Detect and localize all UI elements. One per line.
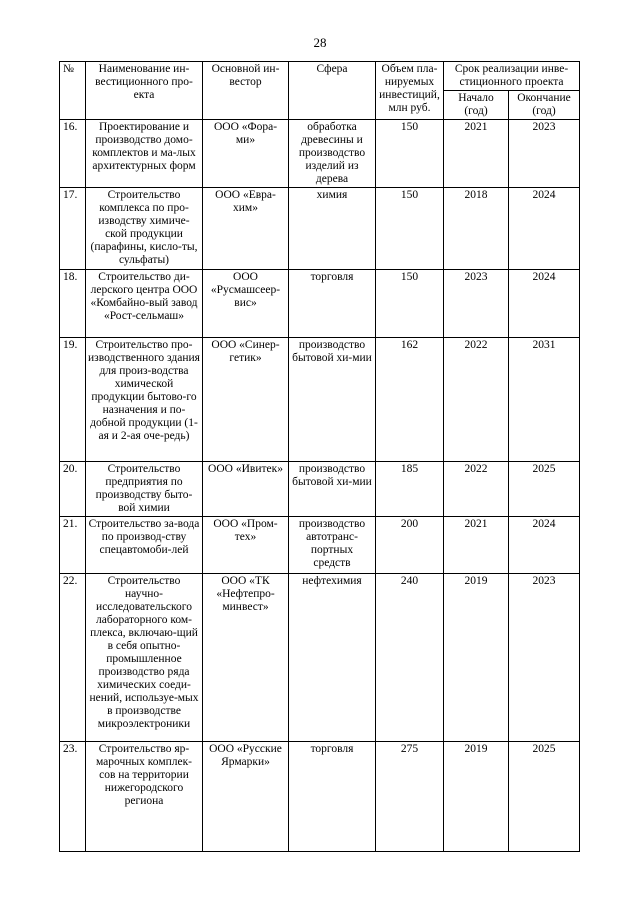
cell-no: 22. [60, 574, 86, 742]
cell-sphere: производство бытовой хи-мии [289, 338, 376, 462]
cell-start: 2021 [444, 517, 509, 574]
cell-sphere: нефтехимия [289, 574, 376, 742]
header-no-label: № [63, 63, 74, 75]
table-row [60, 188, 580, 270]
investment-projects-table [59, 61, 580, 852]
table-row [60, 120, 580, 188]
table-row [60, 270, 580, 338]
cell-end: 2025 [509, 462, 580, 517]
cell-investor: ООО «Евра-хим» [203, 188, 289, 270]
cell-no: 23. [60, 742, 86, 852]
cell-start: 2019 [444, 574, 509, 742]
cell-no: 21. [60, 517, 86, 574]
cell-volume: 240 [376, 574, 444, 742]
cell-no: 16. [60, 120, 86, 188]
table-row [60, 742, 580, 852]
table-row [60, 338, 580, 462]
header-investor-label: Основной ин- вестор [211, 63, 280, 88]
cell-project-name: Строительство яр-марочных комплек-сов на территории нижегородского региона [86, 742, 203, 852]
cell-investor: ООО «Русские Ярмарки» [203, 742, 289, 852]
cell-start: 2018 [444, 188, 509, 270]
header-volume-label: Объем пла- нируемых инвестиций, млн руб. [379, 63, 440, 114]
cell-volume: 162 [376, 338, 444, 462]
header-term-label: Срок реализации инве- стиционного проекта [454, 63, 569, 88]
cell-end: 2023 [509, 120, 580, 188]
cell-volume: 150 [376, 188, 444, 270]
table-row [60, 574, 580, 742]
table-row [60, 462, 580, 517]
cell-start: 2022 [444, 338, 509, 462]
cell-end: 2023 [509, 574, 580, 742]
header-investor [203, 62, 289, 120]
cell-no: 18. [60, 270, 86, 338]
header-project-name-label: Наименование ин- вестиционного про- екта [95, 63, 193, 101]
header-end-label: Окончание (год) [517, 92, 571, 117]
cell-project-name: Проектирование и производство домо-комплектов и ма-лых архитектурных форм [86, 120, 203, 188]
cell-investor: ООО «Ивитек» [203, 462, 289, 517]
cell-end: 2024 [509, 270, 580, 338]
cell-project-name: Строительство ди-лерского центра ООО «Комбайно-вый завод «Рост-сельмаш» [86, 270, 203, 338]
cell-end: 2031 [509, 338, 580, 462]
cell-sphere: торговля [289, 742, 376, 852]
cell-investor: ООО «Пром-тех» [203, 517, 289, 574]
header-sphere [289, 62, 376, 120]
cell-no: 20. [60, 462, 86, 517]
cell-end: 2024 [509, 188, 580, 270]
cell-no: 19. [60, 338, 86, 462]
cell-investor: ООО «Фора-ми» [203, 120, 289, 188]
header-volume [376, 62, 444, 120]
cell-project-name: Строительство предприятия по производству быто-вой химии [86, 462, 203, 517]
header-project-name [86, 62, 203, 120]
cell-project-name: Строительство научно-исследовательского лабораторного ком-плекса, включаю-щий в себя опытно-промышленное производство ряда химических соеди-нений, используе-мых в производстве микроэлектроники [86, 574, 203, 742]
cell-investor: ООО «ТК «Нефтепро-минвест» [203, 574, 289, 742]
header-no [60, 62, 86, 120]
cell-start: 2019 [444, 742, 509, 852]
header-term [444, 62, 580, 91]
cell-sphere: торговля [289, 270, 376, 338]
header-start-label: Начало (год) [458, 92, 494, 117]
cell-project-name: Строительство за-вода по производ-ству спецавтомоби-лей [86, 517, 203, 574]
cell-sphere: производство автотранс-портных средств [289, 517, 376, 574]
cell-sphere: производство бытовой хи-мии [289, 462, 376, 517]
cell-volume: 150 [376, 270, 444, 338]
cell-project-name: Строительство про-изводственного здания для произ-водства химической продукции бытово-го назначения и по-добной продукции (1-ая и 2-ая оче-редь) [86, 338, 203, 462]
cell-volume: 185 [376, 462, 444, 517]
cell-investor: ООО «Синер-гетик» [203, 338, 289, 462]
cell-volume: 275 [376, 742, 444, 852]
table-row [60, 517, 580, 574]
cell-start: 2021 [444, 120, 509, 188]
cell-project-name: Строительство комплекса по про-изводству химиче-ской продукции (парафины, кисло-ты, сульфаты) [86, 188, 203, 270]
cell-sphere: химия [289, 188, 376, 270]
header-start [444, 91, 509, 120]
cell-end: 2024 [509, 517, 580, 574]
header-end [509, 91, 580, 120]
cell-volume: 200 [376, 517, 444, 574]
cell-no: 17. [60, 188, 86, 270]
cell-start: 2022 [444, 462, 509, 517]
cell-investor: ООО «Русмашсеер-вис» [203, 270, 289, 338]
cell-volume: 150 [376, 120, 444, 188]
cell-start: 2023 [444, 270, 509, 338]
cell-sphere: обработка древесины и производство изделий из дерева [289, 120, 376, 188]
cell-end: 2025 [509, 742, 580, 852]
table-header [60, 62, 580, 120]
page-number: 28 [313, 35, 327, 50]
header-sphere-label: Сфера [316, 63, 348, 75]
